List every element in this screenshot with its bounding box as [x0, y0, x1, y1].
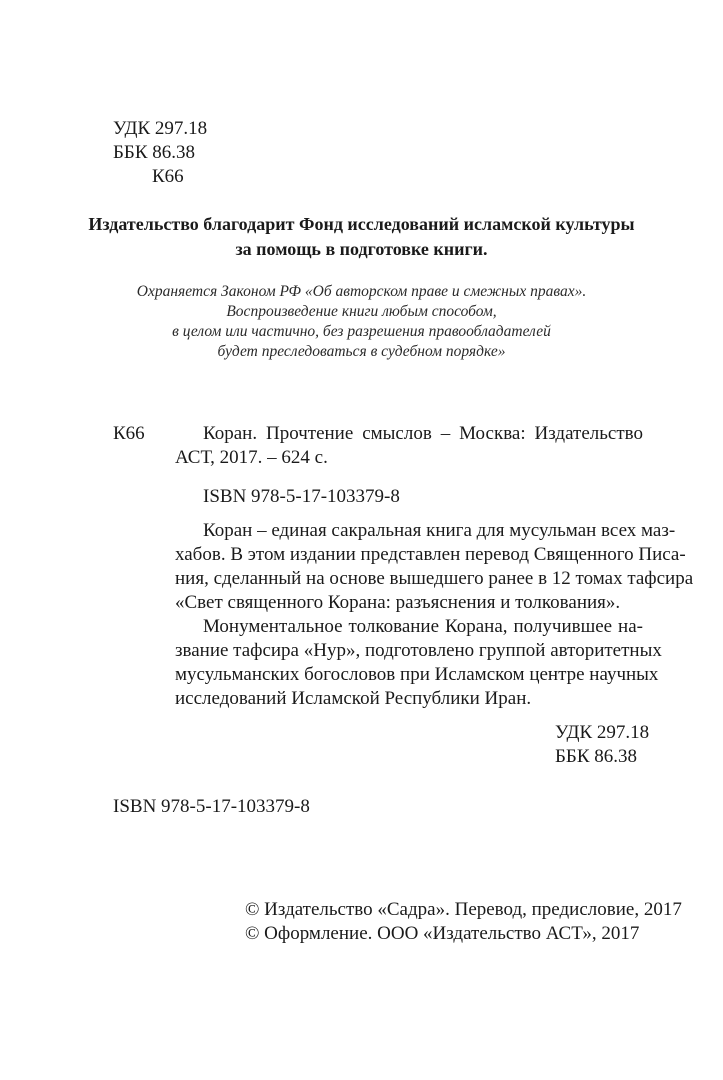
catalog-udk: УДК 297.18 [555, 722, 650, 743]
annotation-p1-line-3: ния, сделанный на основе вышедшего ранее в 12 томах тафсира [175, 568, 694, 589]
catalog-title-line-1: Коран. Прочтение смыслов – Москва: Издательство [203, 423, 643, 444]
udk-code: УДК 297.18 [113, 118, 208, 139]
catalog-bbk: ББК 86.38 [555, 746, 637, 767]
annotation-p2-line-1: Монументальное толкование Корана, получившее на- [203, 616, 643, 637]
bbk-code: ББК 86.38 [113, 142, 195, 163]
annotation-p2-line-4: исследований Исламской Республики Иран. [175, 688, 532, 709]
legal-notice-line-4: будет преследоваться в судебном порядке» [217, 343, 506, 360]
annotation-p1-line-4: «Свет священного Корана: разъяснения и толкования». [175, 592, 621, 613]
acknowledgement-line-2: за помощь в подготовке книги. [235, 239, 488, 259]
annotation-p1-line-1: Коран – единая сакральная книга для мусульман всех маз- [203, 520, 676, 541]
catalog-mark: К66 [113, 423, 145, 444]
annotation-p2-line-2: звание тафсира «Нур», подготовлено группой авторитетных [175, 640, 662, 661]
copyright-line-1: © Издательство «Садра». Перевод, предисловие, 2017 [245, 899, 682, 920]
legal-notice-line-2: Воспроизведение книги любым способом, [226, 303, 497, 320]
annotation-p2-line-3: мусульманских богословов при Исламском центре научных [175, 664, 659, 685]
legal-notice-line-1: Охраняется Законом РФ «Об авторском праве и смежных правах». [136, 283, 587, 300]
isbn-main: ISBN 978-5-17-103379-8 [113, 796, 310, 817]
acknowledgement-line-1: Издательство благодарит Фонд исследований исламской культуры [88, 214, 635, 234]
annotation-p1-line-2: хабов. В этом издании представлен перевод Священного Писа- [175, 544, 686, 565]
copyright-line-2: © Оформление. ООО «Издательство АСТ», 2017 [245, 923, 640, 944]
author-mark: К66 [152, 166, 184, 187]
catalog-isbn: ISBN 978-5-17-103379-8 [203, 486, 400, 507]
catalog-title-line-2: АСТ, 2017. – 624 с. [175, 447, 328, 468]
legal-notice-line-3: в целом или частично, без разрешения правообладателей [172, 323, 551, 340]
